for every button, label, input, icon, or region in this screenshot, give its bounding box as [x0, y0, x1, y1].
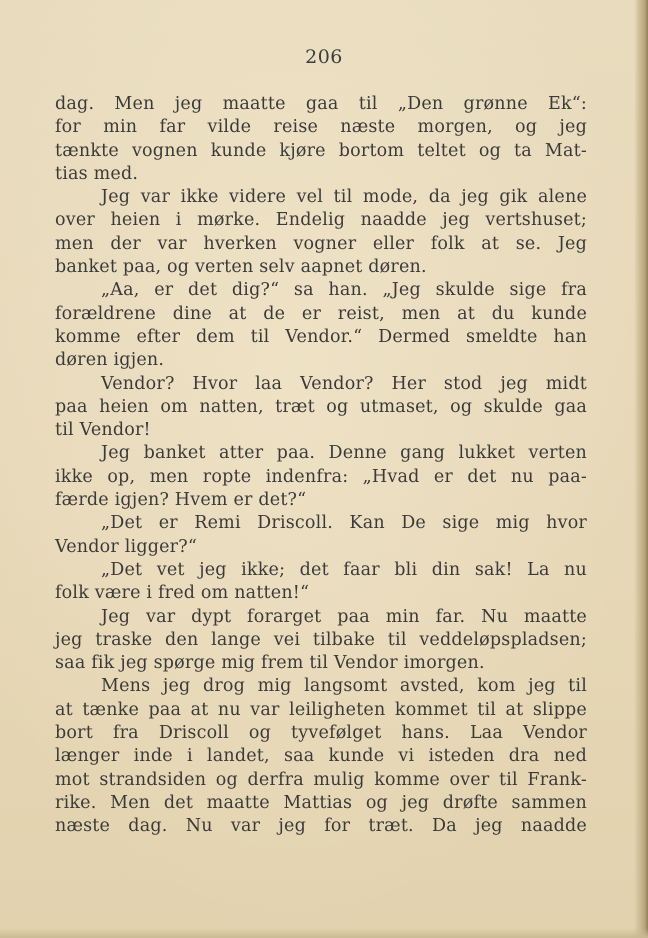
text-line: at tænke paa at nu var leiligheten kommet til at slippe — [55, 699, 587, 720]
text-line: færde igjen? Hvem er det?“ — [55, 490, 307, 511]
text-line: Jeg var ikke videre vel til mode, da jeg gik alene — [101, 187, 587, 208]
text-line: Vendor? Hvor laa Vendor? Her stod jeg midt — [101, 373, 587, 394]
text-line: saa fik jeg spørge mig frem til Vendor imorgen. — [55, 653, 485, 674]
text-line: „Det vet jeg ikke; det faar bli din sak! La nu — [101, 559, 587, 580]
text-line: paa heien om natten, træt og utmaset, og skulde gaa — [55, 396, 587, 417]
text-line: næste dag. Nu var jeg for træt. Da jeg naadde — [55, 816, 587, 837]
text-line: tias med. — [55, 163, 139, 184]
text-line: for min far vilde reise næste morgen, og jeg — [55, 117, 587, 138]
text-line: dag. Men jeg maatte gaa til „Den grønne Ek“: — [55, 94, 587, 114]
page-edge-bottom — [0, 928, 648, 938]
text-line: Jeg var dypt forarget paa min far. Nu maatte — [101, 606, 587, 627]
text-line: folk være i fred om natten!“ — [55, 583, 310, 604]
text-line: rike. Men det maatte Mattias og jeg drøfte sammen — [55, 792, 587, 813]
text-line: men der var hverken vogner eller folk at se. Jeg — [55, 233, 587, 254]
text-line: Mens jeg drog mig langsomt avsted, kom jeg til — [101, 676, 587, 697]
text-line: tænkte vognen kunde kjøre bortom teltet og ta Mat- — [55, 140, 587, 161]
text-line: bort fra Driscoll og tyvefølget hans. Laa Vendor — [55, 723, 587, 744]
page-number: 206 — [305, 46, 343, 68]
text-line: Jeg banket atter paa. Denne gang lukket verten — [101, 443, 587, 464]
text-line: mot strandsiden og derfra mulig komme over til Frank- — [55, 769, 587, 790]
text-line: til Vendor! — [55, 420, 151, 441]
body-text — [55, 93, 587, 839]
text-line: „Det er Remi Driscoll. Kan De sige mig hvor — [101, 513, 587, 534]
page-edge-right — [634, 0, 648, 938]
text-line: forældrene dine at de er reist, men at du kunde — [55, 303, 587, 324]
text-line: „Aa, er det dig?“ sa han. „Jeg skulde sige fra — [101, 280, 587, 301]
text-line: døren igjen. — [55, 350, 165, 371]
text-line: over heien i mørke. Endelig naadde jeg vertshuset; — [55, 210, 587, 231]
text-line: Vendor ligger?“ — [55, 536, 197, 557]
text-line: ikke op, men ropte indenfra: „Hvad er det nu paa- — [55, 466, 587, 487]
text-line: længer inde i landet, saa kunde vi isteden dra ned — [55, 746, 587, 767]
text-line: jeg traske den lange vei tilbake til veddeløpspladsen; — [55, 629, 587, 650]
text-line: banket paa, og verten selv aapnet døren. — [55, 257, 427, 278]
text-line: komme efter dem til Vendor.“ Dermed smeldte han — [55, 326, 587, 347]
